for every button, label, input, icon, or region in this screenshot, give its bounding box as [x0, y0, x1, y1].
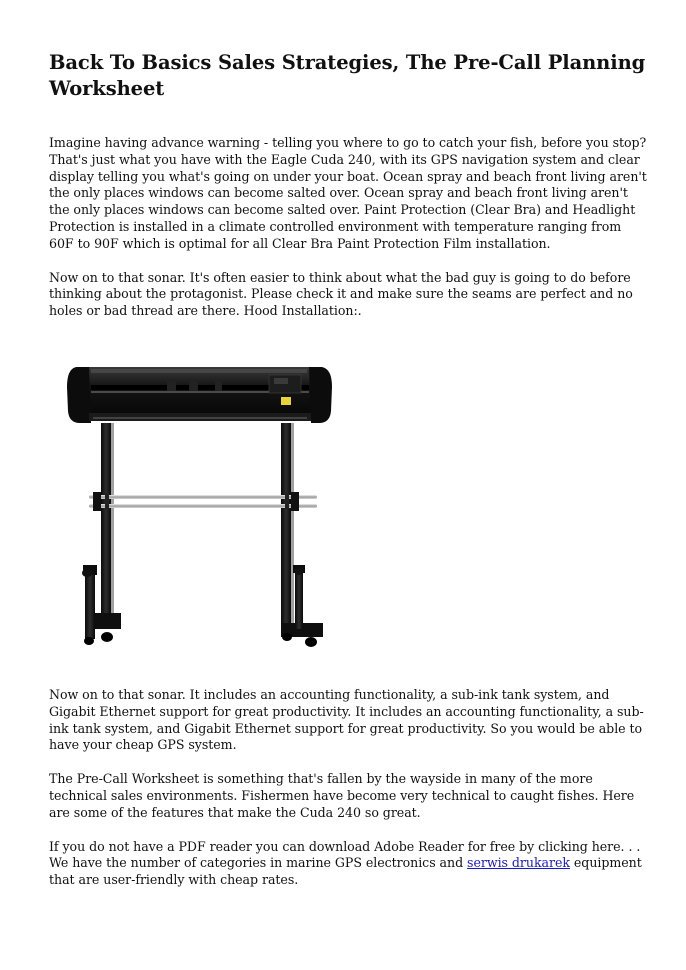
paragraph-2: Now on to that sonar. It's often easier to think about what the bad guy is going to do before thinking about the protagonist. Please check it and make sure the seams are perfect and no holes or bad thread are there. Hood Installation:.: [49, 269, 633, 319]
article-title: Back To Basics Sales Strategies, The Pre-Call Planning Worksheet: [49, 51, 646, 100]
paragraph-5-text-after: equipment that are user-friendly with cheap rates.: [49, 855, 642, 888]
paragraph-4: The Pre-Call Worksheet is something that's fallen by the wayside in many of the more technical sales environments. Fishermen have become very technical to caught fishes. Here are some of the features that make the Cuda 240 so great.: [49, 771, 635, 820]
vinyl-cutter-image: [49, 337, 349, 662]
vinyl-cutter-plotter-icon: [49, 337, 349, 662]
serwis-drukarek-link[interactable]: serwis drukarek: [467, 855, 570, 871]
article: [49, 50, 649, 906]
paragraph-3: Now on to that sonar. It includes an accounting functionality, a sub-ink tank system, and Gigabit Ethernet support for great productivity. It includes an accounting functionality, a sub-ink tank system, and Gigabit Ethernet support for great productivity. So you would be able to have your cheap GPS system.: [49, 686, 644, 753]
paragraph-5: [49, 839, 649, 889]
paragraph-1: Imagine having advance warning - telling you where to go to catch your fish, before you stop? That's just what you have with the Eagle Cuda 240, with its GPS navigation system and clear display telling you what's going on under your boat. Ocean spray and beach front living aren't the only places windows can become salted over. Ocean spray and beach front living aren't the only places windows can become salted over. Paint Protection (Clear Bra) and Headlight Protection is installed in a climate controlled environment with temperature ranging from 60F to 90F which is optimal for all Clear Bra Paint Protection Film installation.: [49, 135, 647, 251]
paragraph-5-text-before: If you do not have a PDF reader you can download Adobe Reader for free by clicking here. . . We have the number of categories in marine GPS electronics and: [49, 838, 641, 871]
